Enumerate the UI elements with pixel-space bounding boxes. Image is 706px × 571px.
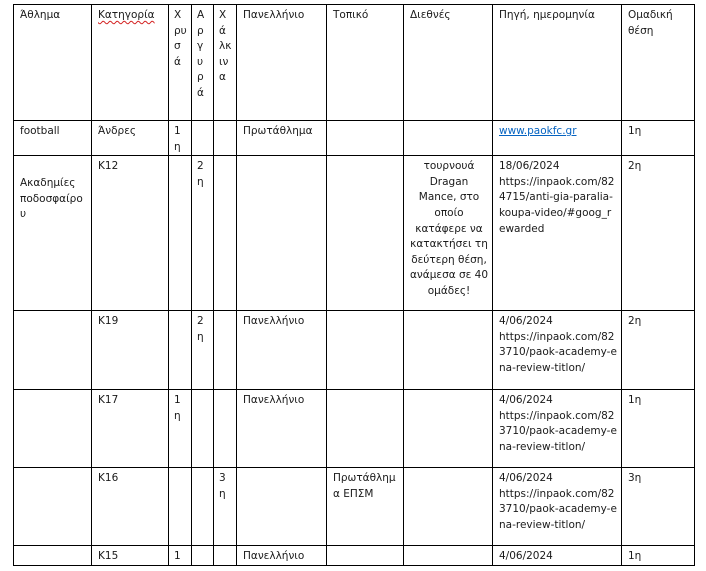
- source-date: 4/06/2024: [499, 550, 553, 563]
- cell-silver: [192, 546, 214, 566]
- source-url: https://inpaok.com/823710/paok-academy-ena-review-titlon/: [499, 330, 617, 374]
- cell-category: Άνδρες: [92, 121, 169, 156]
- source-date: 18/06/2024: [499, 160, 560, 173]
- cell-category: Κ19: [92, 311, 169, 390]
- cell-gold: [169, 468, 192, 546]
- cell-sport: [14, 546, 92, 566]
- cell-source: [493, 546, 622, 566]
- header-category: [92, 5, 169, 121]
- cell-international: τουρνουά Dragan Mance, στο οποίο κατάφερε να κατακτήσει τη δεύτερη θέση, ανάμεσα σε 40 ομάδες!: [404, 156, 493, 311]
- cell-sport: football: [14, 121, 92, 156]
- cell-international: [404, 546, 493, 566]
- cell-bronze: [214, 121, 237, 156]
- header-team-place: Ομαδική θέση: [622, 5, 695, 121]
- cell-bronze: [214, 156, 237, 311]
- table-row: [14, 311, 695, 390]
- cell-panhellenic: Πρωτάθλημα: [237, 121, 327, 156]
- cell-local: [327, 546, 404, 566]
- header-gold: Χρυσά: [169, 5, 192, 121]
- cell-local: [327, 121, 404, 156]
- cell-category: Κ15: [92, 546, 169, 566]
- cell-team-place: 1η: [622, 121, 695, 156]
- cell-silver: 2η: [192, 156, 214, 311]
- cell-team-place: 2η: [622, 156, 695, 311]
- cell-category: Κ16: [92, 468, 169, 546]
- cell-international: [404, 468, 493, 546]
- cell-source: [493, 121, 622, 156]
- cell-local: [327, 390, 404, 468]
- source-link[interactable]: www.paokfc.gr: [499, 125, 577, 137]
- cell-sport: [14, 468, 92, 546]
- header-source-date: Πηγή, ημερομηνία: [493, 5, 622, 121]
- cell-panhellenic: Πανελλήνιο: [237, 311, 327, 390]
- cell-local: [327, 156, 404, 311]
- cell-silver: [192, 390, 214, 468]
- cell-sport: [14, 390, 92, 468]
- header-international: Διεθνές: [404, 5, 493, 121]
- cell-silver: [192, 121, 214, 156]
- cell-team-place: 1η: [622, 546, 695, 566]
- table-row: [14, 156, 695, 311]
- cell-gold: 1η: [169, 121, 192, 156]
- cell-source: [493, 468, 622, 546]
- cell-source: [493, 156, 622, 311]
- header-silver: Αργυρά: [192, 5, 214, 121]
- cell-local: Πρωτάθλημα ΕΠΣΜ: [327, 468, 404, 546]
- cell-panhellenic: Πανελλήνιο: [237, 546, 327, 566]
- cell-source: [493, 390, 622, 468]
- cell-team-place: 2η: [622, 311, 695, 390]
- source-url: https://inpaok.com/823710/paok-academy-ena-review-titlon/: [499, 487, 617, 531]
- cell-sport: [14, 156, 92, 311]
- results-table: [13, 4, 695, 566]
- header-local: Τοπικό: [327, 5, 404, 121]
- cell-sport: [14, 311, 92, 390]
- table-row: [14, 546, 695, 566]
- cell-gold: 1η: [169, 390, 192, 468]
- cell-international: [404, 390, 493, 468]
- cell-international: [404, 311, 493, 390]
- cell-team-place: 3η: [622, 468, 695, 546]
- cell-silver: [192, 468, 214, 546]
- header-sport: Άθλημα: [14, 5, 92, 121]
- cell-panhellenic: [237, 468, 327, 546]
- source-date: 4/06/2024: [499, 472, 553, 485]
- table-row: [14, 121, 695, 156]
- cell-gold: [169, 156, 192, 311]
- cell-panhellenic: [237, 156, 327, 311]
- table-row: [14, 390, 695, 468]
- cell-source: [493, 311, 622, 390]
- header-panhellenic: Πανελλήνιο: [237, 5, 327, 121]
- source-date: 4/06/2024: [499, 315, 553, 328]
- cell-sport-text: Ακαδημίες ποδοσφαίρου: [20, 177, 83, 221]
- cell-bronze: [214, 546, 237, 566]
- source-url: https://inpaok.com/823710/paok-academy-ena-review-titlon/: [499, 409, 617, 453]
- cell-panhellenic: Πανελλήνιο: [237, 390, 327, 468]
- header-bronze: Χάλκινα: [214, 5, 237, 121]
- header-row: [14, 5, 695, 121]
- cell-category: Κ12: [92, 156, 169, 311]
- source-date: 4/06/2024: [499, 394, 553, 407]
- cell-silver: 2η: [192, 311, 214, 390]
- source-url: https://inpaok.com/824715/anti-gia-paralia-koupa-video/#goog_rewarded: [499, 175, 615, 235]
- cell-category: Κ17: [92, 390, 169, 468]
- cell-gold: 1: [169, 546, 192, 566]
- header-category-text: Κατηγορία: [98, 9, 155, 21]
- cell-international: [404, 121, 493, 156]
- cell-local: [327, 311, 404, 390]
- cell-bronze: 3η: [214, 468, 237, 546]
- cell-bronze: [214, 390, 237, 468]
- cell-gold: [169, 311, 192, 390]
- cell-bronze: [214, 311, 237, 390]
- cell-team-place: 1η: [622, 390, 695, 468]
- table-row: [14, 468, 695, 546]
